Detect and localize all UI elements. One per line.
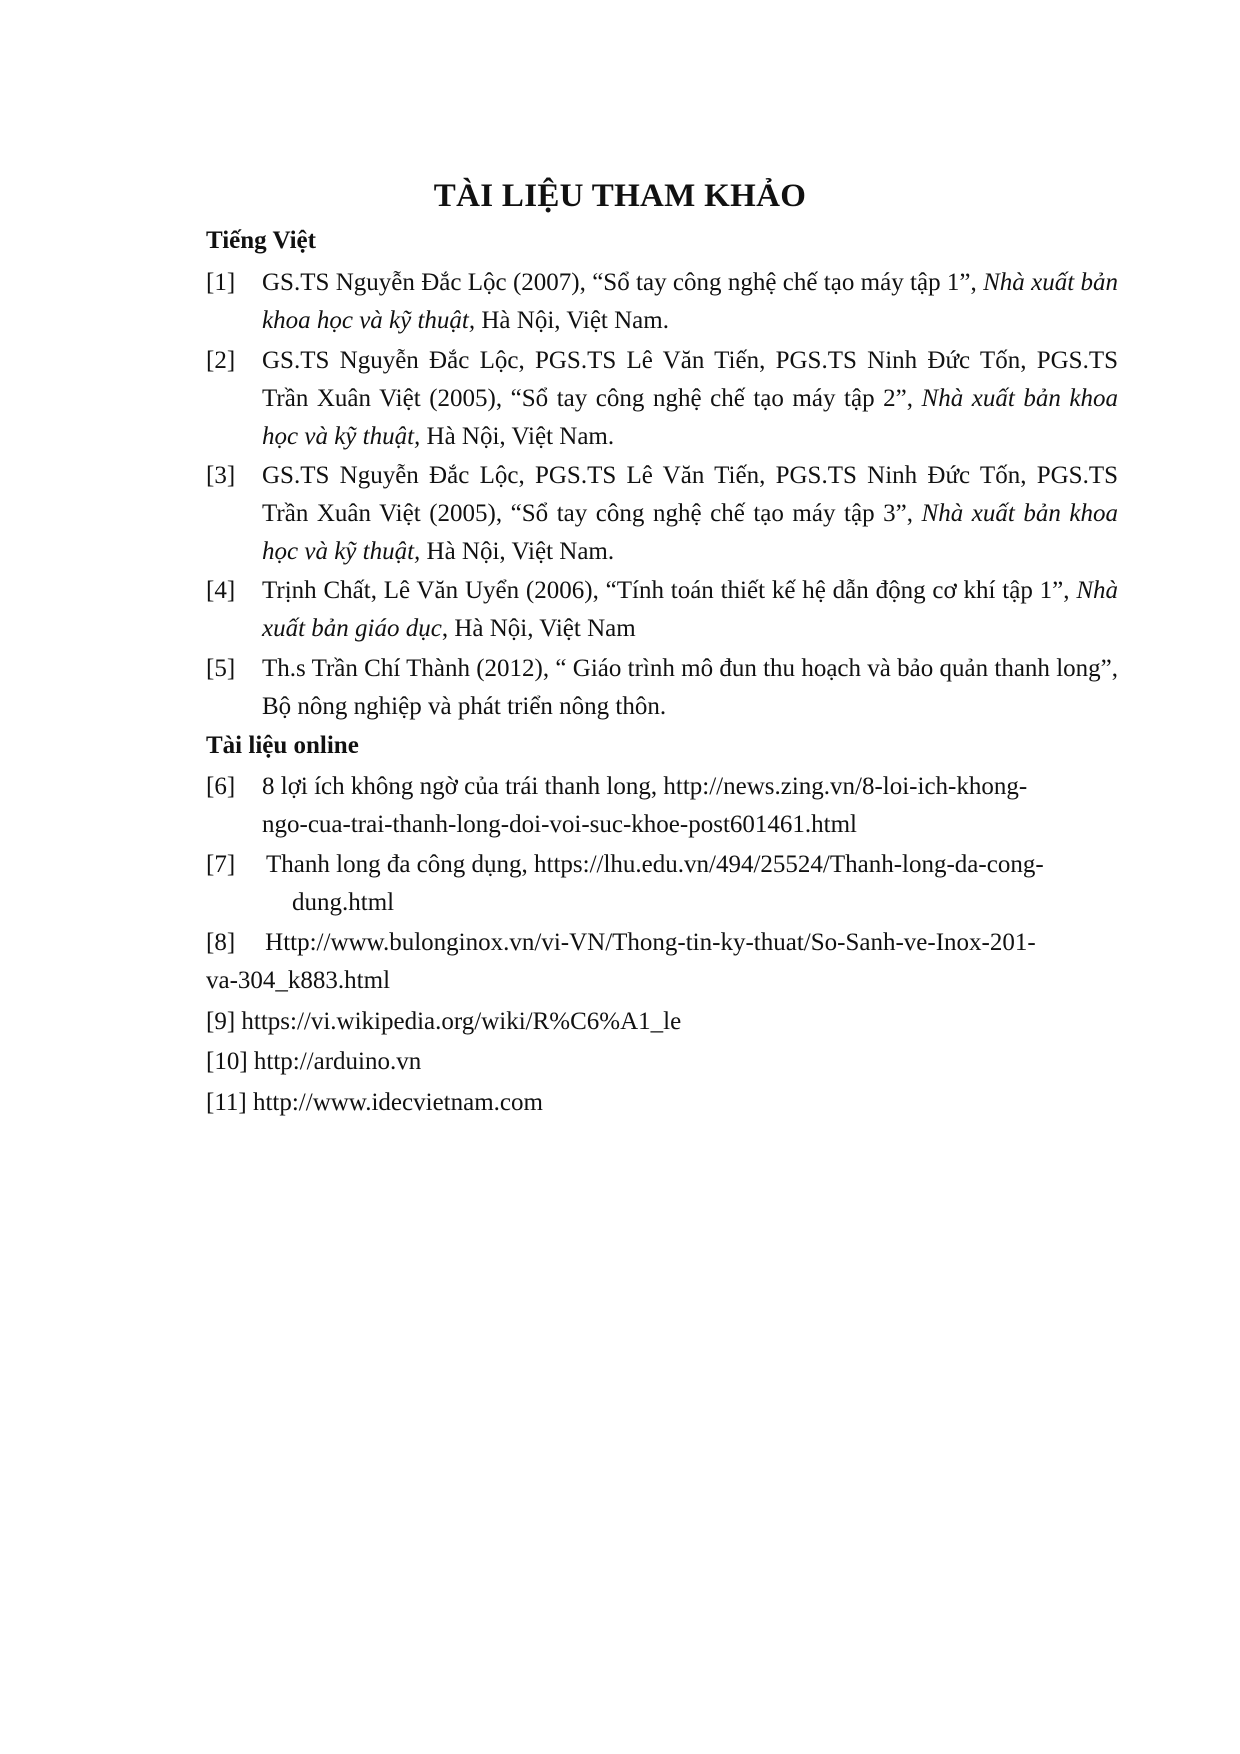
reference-text: Th.s Trần Chí Thành (2012), “ Giáo trình mô đun thu hoạch và bảo quản thanh long”, Bộ nông nghiệp và phát triển nông thôn.: [262, 655, 1118, 720]
reference-number: [8]: [206, 929, 236, 956]
publisher: Nhà xuất bản khoa học và kỹ thuật,: [262, 500, 1118, 565]
reference-number: [3]: [206, 462, 236, 489]
reference-number: [2]: [206, 347, 236, 374]
reference-item: [206, 768, 1118, 844]
reference-item: [206, 457, 1118, 571]
page-title: TÀI LIỆU THAM KHẢO: [433, 178, 807, 214]
reference-item: [206, 650, 1118, 726]
reference-text: GS.TS Nguyễn Đắc Lộc (2007), “Sổ tay công nghệ chế tạo máy tập 1”, Nhà xuất bản khoa học và kỹ thuật, Hà Nội, Việt Nam.: [262, 269, 1118, 334]
reference-text: 8 lợi ích không ngờ của trái thanh long, http://news.zing.vn/8-loi-ich-khong- ngo-cua-trai-thanh-long-doi-voi-suc-khoe-post601461.html: [262, 773, 1028, 838]
reference-item: [206, 846, 1118, 922]
reference-text-continued: va-304_k883.html: [206, 967, 391, 994]
reference-number: [6]: [206, 773, 236, 800]
reference-text: Trịnh Chất, Lê Văn Uyển (2006), “Tính toán thiết kế hệ dẫn động cơ khí tập 1”, Nhà xuất bản giáo dục, Hà Nội, Việt Nam: [262, 577, 1118, 642]
publisher: Nhà xuất bản khoa học và kỹ thuật,: [262, 269, 1118, 334]
reference-number: [7]: [206, 851, 236, 878]
section-heading-online: Tài liệu online: [206, 732, 359, 759]
reference-item: [11] http://www.idecvietnam.com: [206, 1089, 543, 1116]
reference-item: [206, 264, 1118, 340]
publisher: Nhà xuất bản giáo dục: [262, 577, 1118, 642]
reference-number: [4]: [206, 577, 236, 604]
section-heading-vietnamese: Tiếng Việt: [206, 227, 316, 254]
reference-number: [1]: [206, 269, 236, 296]
reference-item: [206, 342, 1118, 456]
reference-number: [5]: [206, 655, 236, 682]
publisher: Nhà xuất bản khoa học và kỹ thuật,: [262, 385, 1118, 450]
reference-text: GS.TS Nguyễn Đắc Lộc, PGS.TS Lê Văn Tiến, PGS.TS Ninh Đức Tốn, PGS.TS Trần Xuân Việt (2005), “Sổ tay công nghệ chế tạo máy tập 3”, Nhà xuất bản khoa học và kỹ thuật, Hà Nội, Việt Nam.: [262, 462, 1118, 565]
reference-text: Thanh long đa công dụng, https://lhu.edu.vn/494/25524/Thanh-long-da-cong- dung.html: [266, 851, 1044, 916]
reference-item: [9] https://vi.wikipedia.org/wiki/R%C6%A1_le: [206, 1008, 682, 1035]
reference-text: GS.TS Nguyễn Đắc Lộc, PGS.TS Lê Văn Tiến, PGS.TS Ninh Đức Tốn, PGS.TS Trần Xuân Việt (2005), “Sổ tay công nghệ chế tạo máy tập 2”, Nhà xuất bản khoa học và kỹ thuật, Hà Nội, Việt Nam.: [262, 347, 1118, 450]
reference-item: [206, 924, 1106, 1000]
reference-item: [206, 572, 1118, 648]
reference-item: [10] http://arduino.vn: [206, 1048, 422, 1075]
reference-text: Http://www.bulonginox.vn/vi-VN/Thong-tin-ky-thuat/So-Sanh-ve-Inox-201-: [265, 929, 1036, 956]
